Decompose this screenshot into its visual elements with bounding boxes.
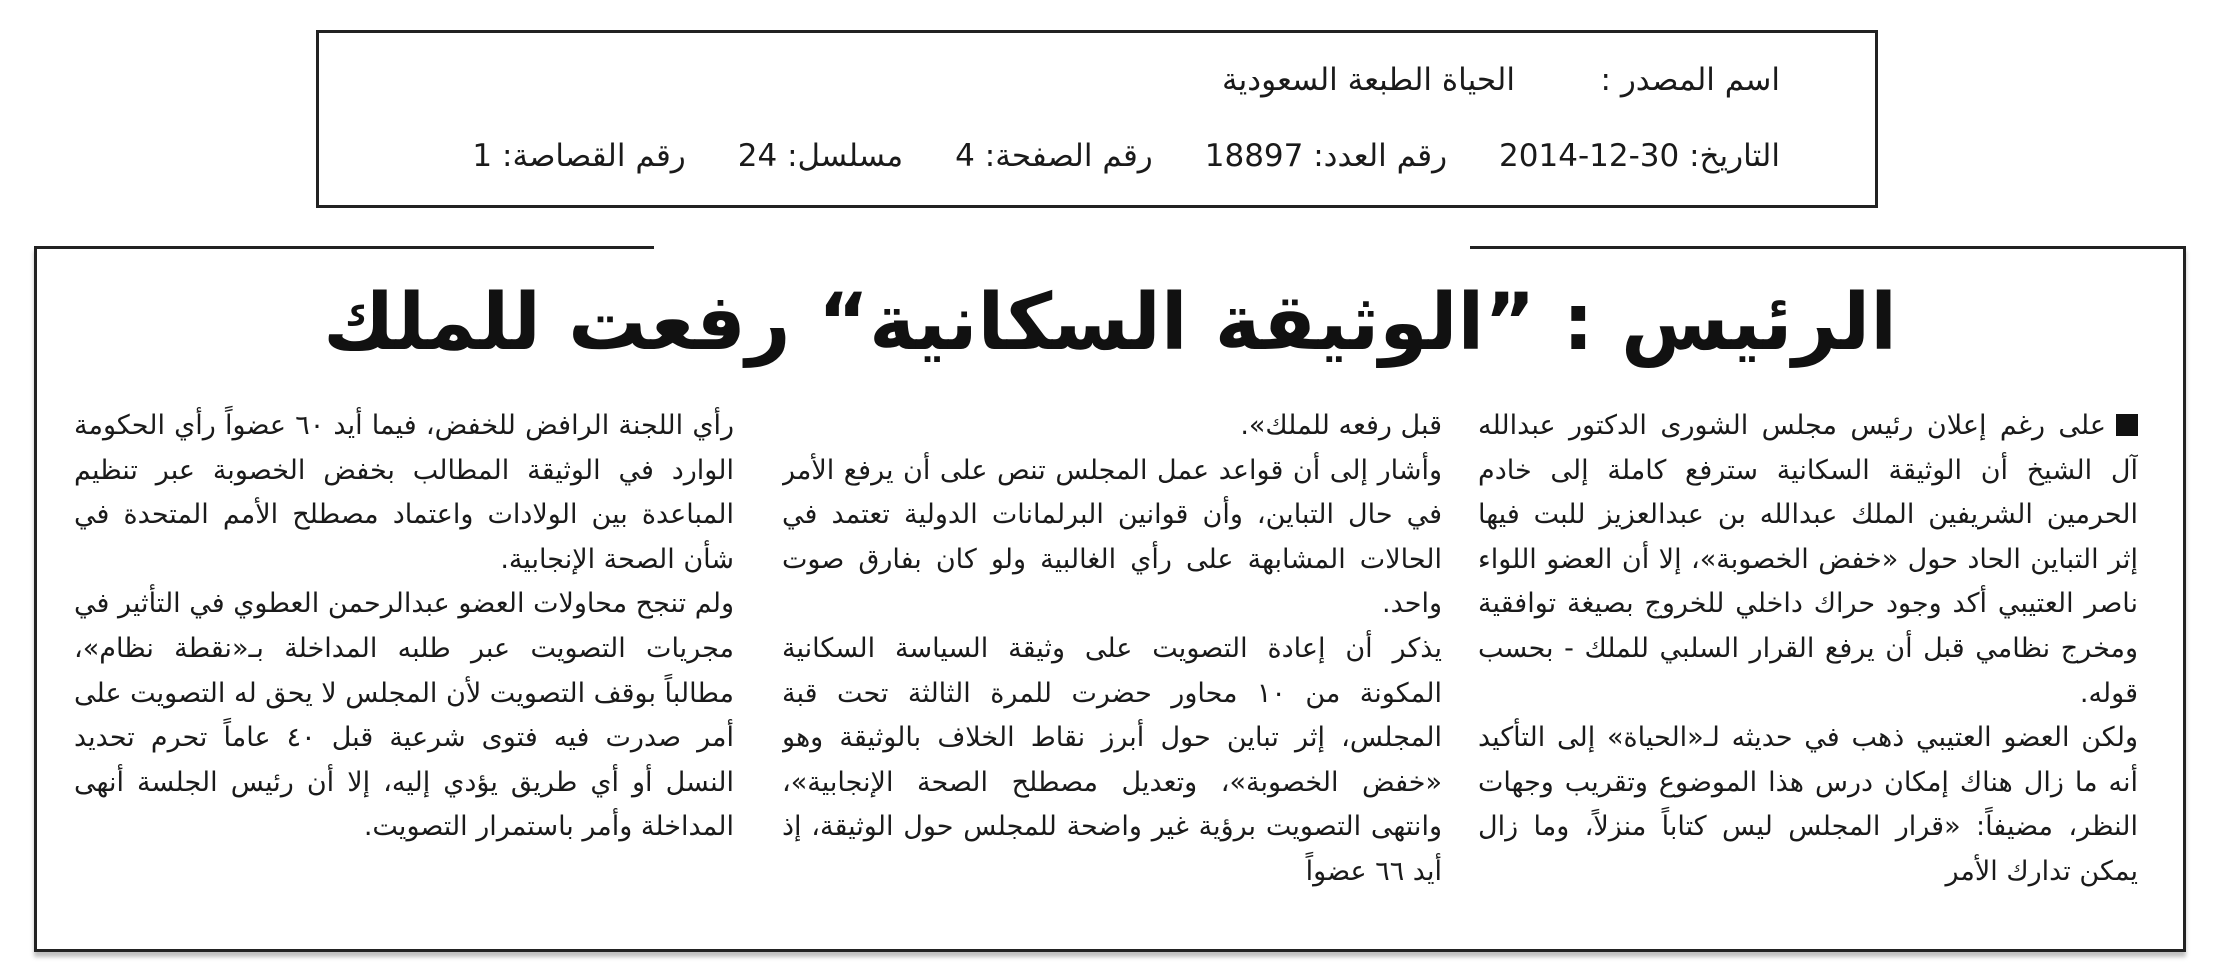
paragraph: وأشار إلى أن قواعد عمل المجلس تنص على أن يرفع الأمر في حال التباين، وأن قوانين البرلمانات الدولية تعتمد في الحالات المشابهة على رأي الغالبية ولو كان بفارق صوت واحد. (782, 454, 1442, 620)
square-bullet-icon (2116, 414, 2138, 436)
source-info-box (316, 30, 1878, 208)
frame-top-rule-left (34, 246, 654, 249)
issue-label: رقم العدد: (1313, 138, 1448, 174)
paragraph: يذكر أن إعادة التصويت على وثيقة السياسة السكانية المكونة من ١٠ محاور حضرت للمرة الثالثة تحت قبة المجلس، إثر تباين حول أبرز نقاط الخلاف بالوثيقة وهو «خفض الخصوبة»، وتعديل مصطلح الصحة الإنجابية»، وانتهى التصويت برؤية غير واضحة للمجلس حول الوثيقة، إذ أيد ٦٦ عضواً (782, 632, 1442, 887)
article-column-3 (74, 404, 734, 944)
article-column-1 (1478, 404, 2138, 944)
source-value: الحياة الطبعة السعودية (1222, 62, 1515, 98)
serial-value: 24 (737, 138, 778, 174)
page-label: رقم الصفحة: (984, 138, 1153, 174)
clipping-value: 1 (472, 138, 493, 174)
clipping-label: رقم القصاصة: (502, 138, 686, 174)
article-headline: الرئيس : ”الوثيقة السكانية“ رفعت للملك (323, 278, 1897, 368)
date-label: التاريخ: (1689, 138, 1780, 174)
page-value: 4 (955, 138, 975, 174)
clipping-field (472, 138, 685, 174)
article-column-2 (782, 404, 1442, 944)
frame-top-rule-right (1470, 246, 2186, 249)
paragraph: رأي اللجنة الرافض للخفض، فيما أيد ٦٠ عضواً رأي الحكومة الوارد في الوثيقة المطالب بخفض الخصوبة عبر تنظيم المباعدة بين الولادات واعتماد مصطلح الأمم المتحدة في شأن الصحة الإنجابية. (74, 410, 734, 575)
date-field (1499, 138, 1780, 174)
meta-row (472, 131, 1780, 181)
serial-label: مسلسل: (787, 138, 904, 174)
source-row (1222, 55, 1780, 105)
page-field (955, 138, 1153, 174)
serial-field (738, 138, 903, 174)
issue-value: 18897 (1204, 138, 1304, 174)
issue-field (1205, 138, 1447, 174)
paragraph: قبل رفعه للملك». (1240, 410, 1442, 441)
paragraph: ولكن العضو العتيبي ذهب في حديثه لـ«الحياة» إلى التأكيد أنه ما زال هناك إمكان درس هذا الموضوع وتقريب وجهات النظر، مضيفاً: «قرار المجلس ليس كتاباً منزلاً، وما زال يمكن تدارك الأمر (1478, 722, 2138, 887)
paragraph-text: على رغم إعلان رئيس مجلس الشورى الدكتور عبدالله آل الشيخ أن الوثيقة السكانية سترفع كاملة إلى خادم الحرمين الشريفين الملك عبدالله بن عبدالعزيز للبت فيها إثر التباين الحاد حول «خفض الخصوبة»، إلا أن العضو اللواء ناصر العتيبي أكد وجود حراك داخلي للخروج بصيغة توافقية ومخرج نظامي قبل أن يرفع القرار السلبي للملك - بحسب قوله. (1478, 410, 2138, 709)
date-value: 2014-12-30 (1499, 138, 1680, 174)
paragraph: ولم تنجح محاولات العضو عبدالرحمن العطوي في التأثير في مجريات التصويت عبر طلبه المداخلة بـ«نقطة نظام»، مطالباً بوقف التصويت لأن المجلس لا يحق له التصويت على أمر صدرت فيه فتوى شرعية قبل ٤٠ عاماً تحرم تحديد النسل أو أي طريق يؤدي إليه، إلا أن رئيس الجلسة أنهى المداخلة وأمر باستمرار التصويت. (74, 588, 734, 843)
source-label: اسم المصدر : (1600, 62, 1780, 98)
paragraph (1478, 404, 2138, 716)
